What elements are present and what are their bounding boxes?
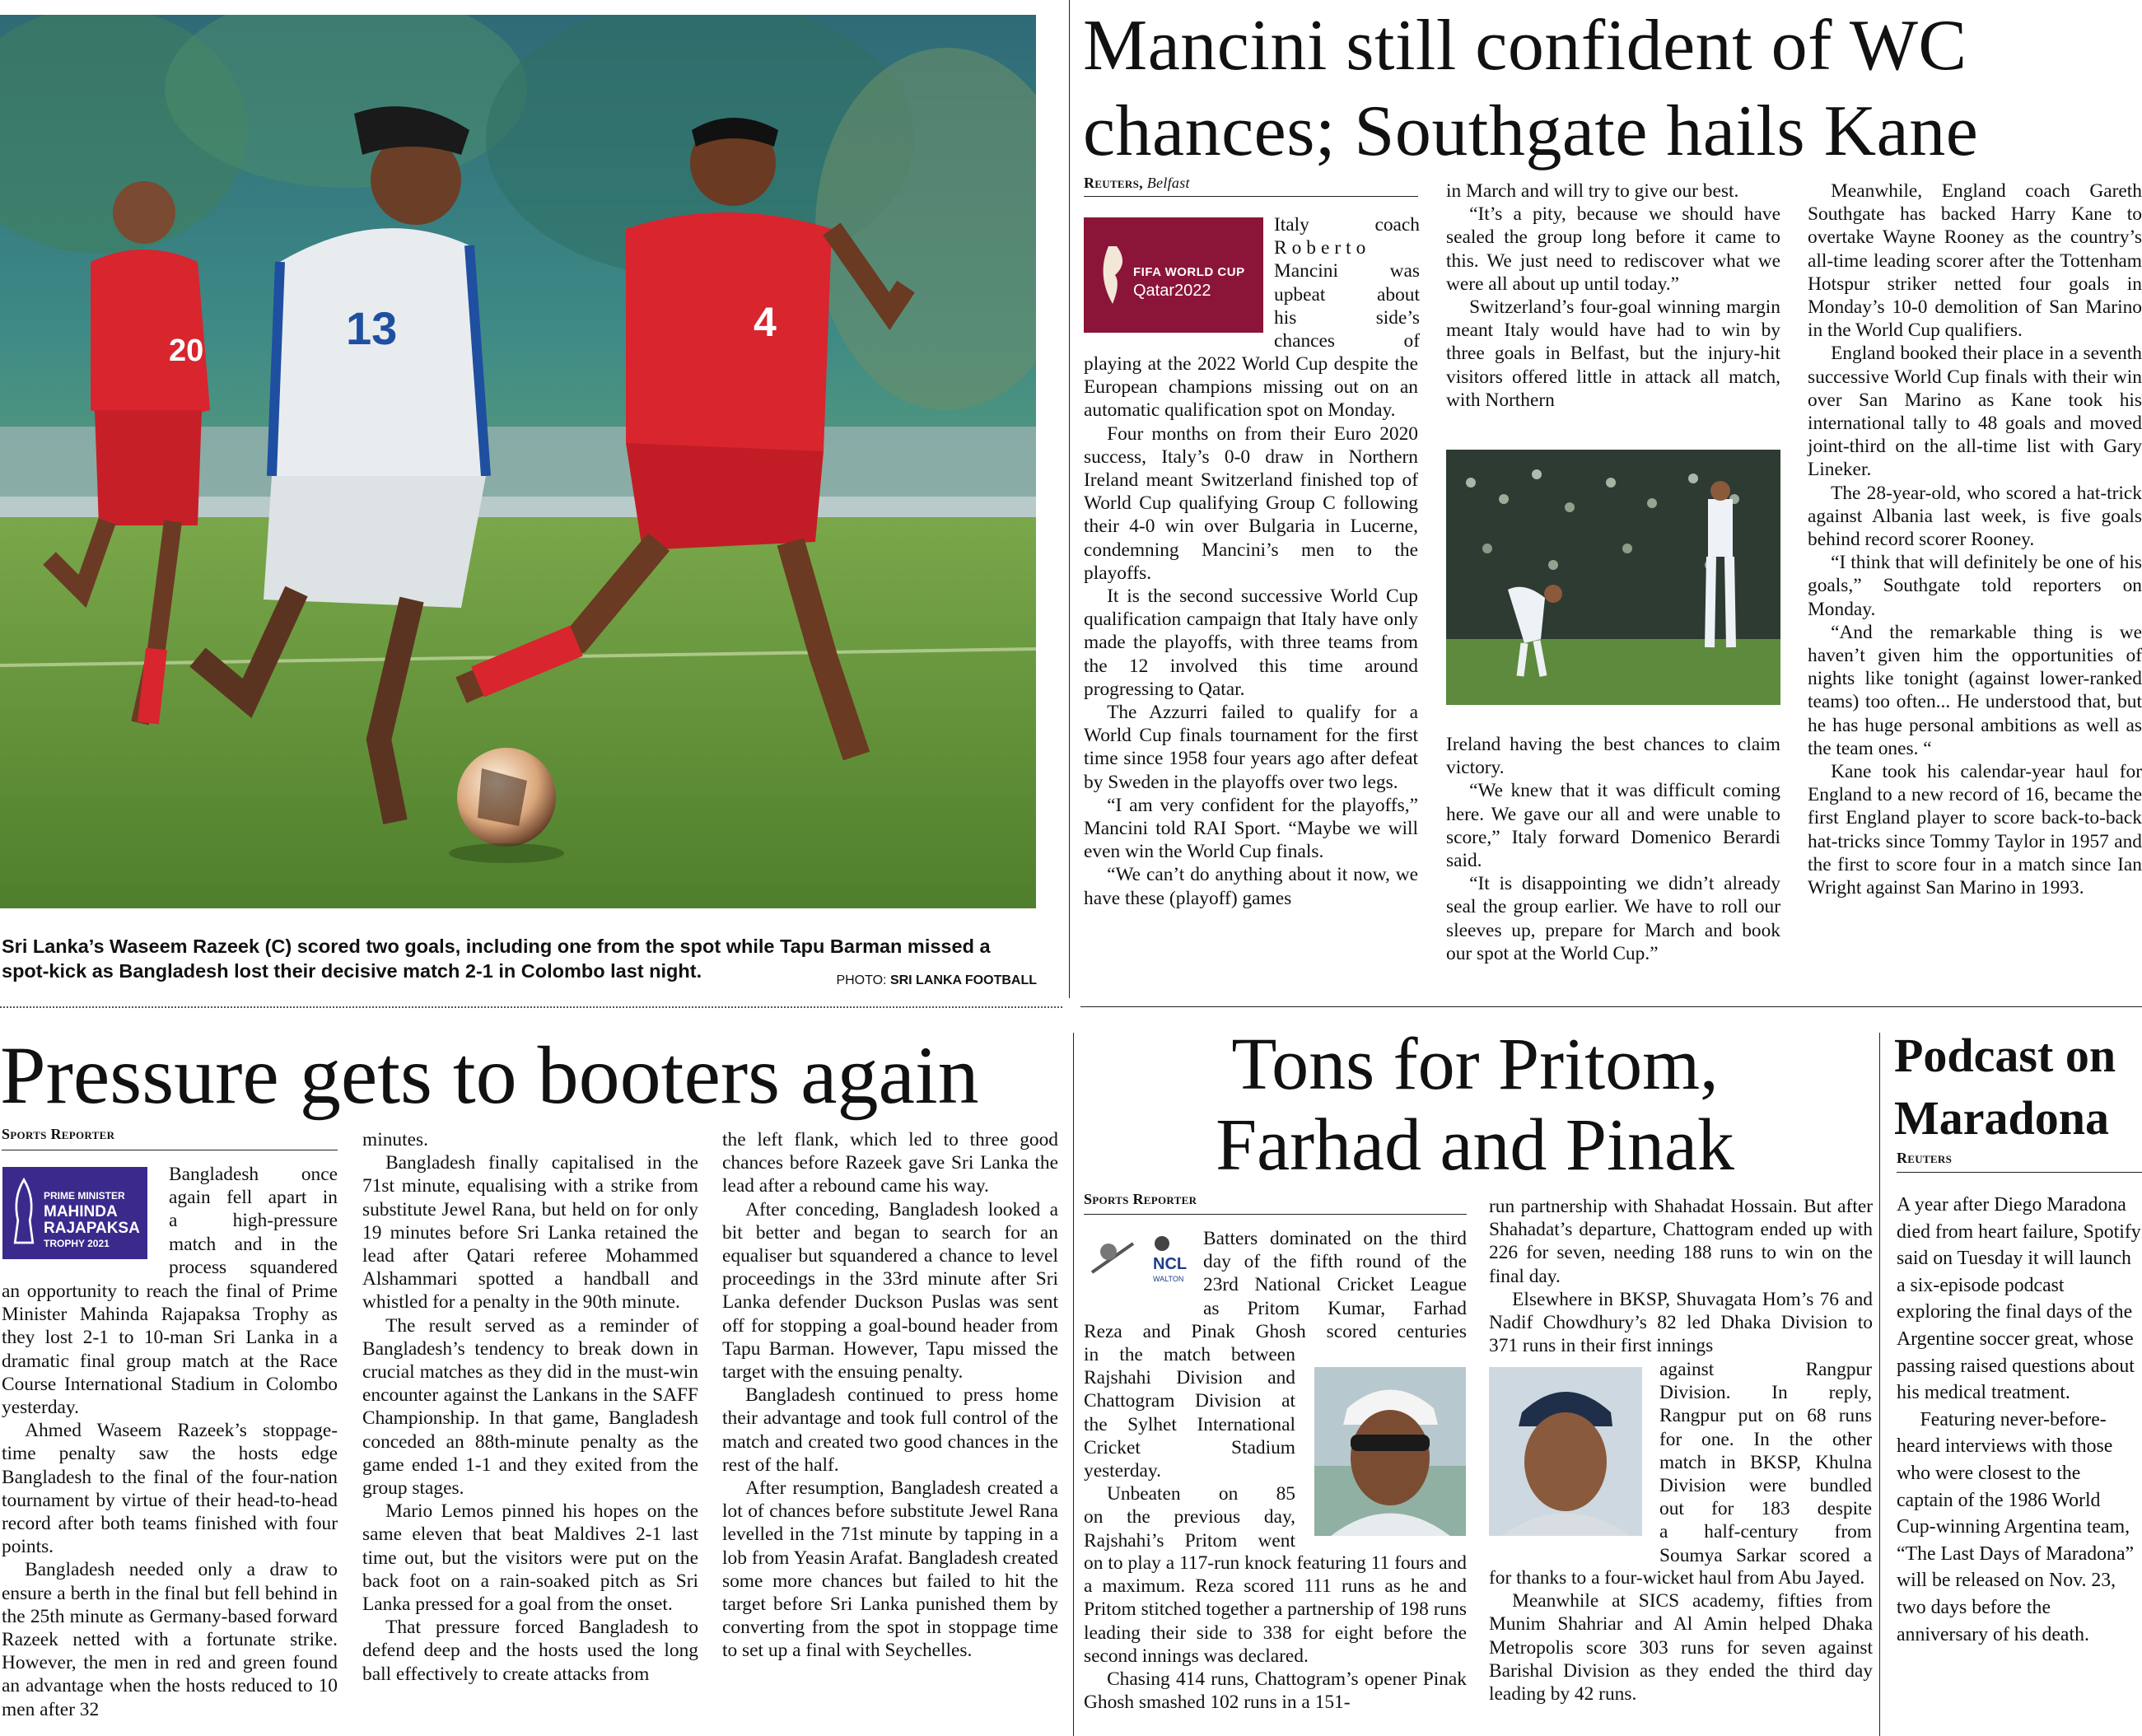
podcast-body [1897, 1192, 2142, 1648]
wrap-line: his side’s [1274, 306, 1420, 329]
mancini-col1-wrap [1274, 213, 1420, 352]
paragraph: The Azzurri failed to qualify for a World Cup finals tournament for the first time since 1958 four years ago after defeat by Sweden in the playoffs over two legs. [1084, 702, 1418, 793]
column-divider [1069, 0, 1070, 998]
photo-credit-label: PHOTO: [836, 973, 887, 987]
mancini-headline [1083, 3, 2142, 175]
tons-headline-line2: Farhad and Pinak [1216, 1104, 1734, 1186]
paragraph: After conceding, Bangladesh looked a bit better and began to search for an equaliser but squandered a chance to level proceedings in the 33rd minute after Sri Lanka defender Duckson Puslas was sent off for stopping a goal-bound header from Tapu Barman. However, Tapu missed the target with the ensuing penalty. [722, 1198, 1058, 1384]
paragraph: on to play a 117-run knock featuring 11 fours and a maximum. Reza scored 111 runs as he and Pritom stitched together a partnership of 198 runs leading their side to 338 for eight before the second innings was declared. [1084, 1552, 1467, 1667]
photo-credit [803, 973, 1037, 988]
paragraph: The 28-year-old, who scored a hat-trick against Albania last week, is five goals behind record scorer Rooney. [1808, 482, 2142, 551]
paragraph: Meanwhile, England coach Gareth Southgate has backed Harry Kane to overtake Wayne Rooney as the country’s all-time leading scorer after the Tottenham Hotspur striker netted four goals in Monday’s 10-0 demolition of San Marino in the World Cup qualifiers. [1808, 180, 2142, 342]
byline-rule [1084, 1214, 1467, 1215]
tons-headline [1084, 1024, 1866, 1186]
booters-col3 [722, 1128, 1058, 1663]
mancini-col2-top [1446, 180, 1780, 412]
paragraph: It is the second successive World Cup qualification campaign that Italy have only made the playoffs, with three teams from the 12 involved this time around progressing to Qatar. [1084, 586, 1418, 700]
wrap-line: chances of [1274, 330, 1420, 352]
wrap-line: Rangpur put on 68 runs [1659, 1405, 1872, 1427]
fifa-trophy-icon [1104, 246, 1122, 304]
paragraph: That pressure forced Bangladesh to defend deep and the hosts used the long ball effectively to create attacks from [362, 1617, 698, 1685]
byline-rule [1897, 1172, 2142, 1173]
wrap-line: day of the fifth round of the [1203, 1251, 1467, 1273]
paragraph: in March and will try to give our best. [1446, 180, 1739, 202]
paragraph: “It is disappointing we didn’t already seal the group earlier. We have to roll our sleeves up, prepare for March and book our spot at the World Cup.” [1446, 873, 1780, 964]
paragraph: Kane took his calendar-year haul for England to a new record of 16, became the first England player to score back-to-back hat-tricks since Tommy Taylor in 1957 and the first to score four in a match since Ian Wright against San Marino in 1993. [1808, 761, 2142, 899]
tons-col2-top [1489, 1195, 1873, 1357]
paragraph: playing at the 2022 World Cup despite the European champions missing out on an automatic qualification spot on Monday. [1084, 353, 1418, 422]
wrap-line: Mancini was [1274, 260, 1420, 282]
paragraph: Bangladesh continued to press home their advantage and took full control of the match and created two good chances in the rest of the half. [722, 1384, 1058, 1476]
wrap-line: a high-pressure [169, 1210, 338, 1232]
paragraph: “It’s a pity, because we should have sealed the group long before it came to this. We just need to rediscover what we were all about up until today.” [1446, 203, 1780, 295]
paragraph: “We can’t do anything about it now, we have these (playoff) games [1084, 864, 1418, 909]
wrap-line: for one. In the other [1659, 1428, 1872, 1450]
wrap-line: against Rangpur [1659, 1359, 1872, 1380]
mancini-agency: Reuters, [1084, 175, 1143, 191]
pritom-kumar-photo [1314, 1367, 1466, 1536]
tons-col1-rest [1084, 1552, 1467, 1714]
paragraph: The result served as a reminder of Bangladesh’s tendency to break down in crucial matches as they did in the must-win encounter against the Lankans in the SAFF Championship. In that game, Bangladesh conceded an 88th-minute penalty as the game ended 1-1 and they exited from the group stages. [362, 1314, 698, 1500]
mancini-col3 [1808, 180, 2142, 899]
photo-credit-name: SRI LANKA FOOTBALL [889, 973, 1037, 987]
paragraph: After resumption, Bangladesh created a lot of chances before substitute Jewel Rana levelled in the 71st minute by tapping in a lob from Yeasin Arafat. Bangladesh created some more chances but failed to hit the target before Sri Lanka punished them by converting from the spot in stoppage time to set up a final with Seychelles. [722, 1477, 1058, 1662]
svg-text:13: 13 [346, 302, 398, 354]
wrap-line: out for 183 despite [1659, 1498, 1872, 1520]
mancini-headline-line1: Mancini still confident of WC [1083, 6, 1967, 86]
wrap-line: Cricket Stadium [1084, 1436, 1295, 1458]
paragraph: “I think that will definitely be one of his goals,” Southgate told reporters on Monday. [1808, 552, 2142, 620]
paragraph: A year after Diego Maradona died from heart failure, Spotify said on Tuesday it will launch a six-episode podcast exploring the final days of the Argentine soccer great, whose passing raised questions about his medical treatment. [1897, 1194, 2141, 1404]
wrap-line: upbeat about [1274, 283, 1420, 306]
wrap-line: process squandered [169, 1256, 338, 1278]
wrap-line: Division were bundled [1659, 1475, 1872, 1497]
text-line: Reza and Pinak Ghosh scored centuries [1084, 1321, 1467, 1342]
tons-col1-narrow [1084, 1343, 1295, 1552]
fifa-logo-line1: FIFA WORLD CUP [1133, 265, 1245, 279]
tons-col1-full [1084, 1320, 1467, 1343]
wrap-line: 23rd National Cricket League [1203, 1274, 1467, 1296]
tons-headline-line1: Tons for Pritom, [1231, 1024, 1719, 1105]
mancini-headline-line2: chances; Southgate hails Kane [1083, 91, 1979, 171]
section-divider [1080, 1006, 2142, 1007]
tons-col2-rest [1489, 1566, 1873, 1706]
football-match-photo [0, 15, 1036, 908]
paragraph: “We knew that it was difficult coming here. We gave our all and were unable to score,” Italy forward Domenico Berardi said. [1446, 780, 1780, 872]
wrap-line: as Pritom Kumar, Farhad [1203, 1297, 1467, 1319]
wrap-line: on the previous day, [1084, 1506, 1295, 1528]
paragraph: Ahmed Waseem Razeek’s stoppage-time penalty saw the hosts edge Bangladesh to the final of the four-nation tournament by virtue of their head-to-head record after both teams finished with four points. [2, 1420, 338, 1558]
trophy-logo-line2: MAHINDA [44, 1203, 118, 1220]
wrap-line: Roberto [1274, 237, 1371, 259]
photo-caption-text: Sri Lanka’s Waseem Razeek (C) scored two goals, including one from the spot while Tapu Barman missed a spot-kick as Bangladesh lost their decisive match 2-1 in Colombo last night. [2, 936, 991, 982]
paragraph: run partnership with Shahadat Hossain. But after Shahadat’s departure, Chattogram ended up with 226 for seven, needing 188 runs to win on the final day. [1489, 1196, 1873, 1287]
wrap-line: Division. In reply, [1659, 1382, 1872, 1404]
wrap-line: a half-century from [1659, 1521, 1872, 1543]
wrap-line: Bangladesh once [169, 1164, 338, 1185]
byline-rule [1084, 196, 1418, 197]
paragraph: for thanks to a four-wicket haul from Abu Jayed. [1489, 1567, 1865, 1589]
tons-byline: Sports Reporter [1084, 1191, 1197, 1207]
paragraph: Ireland having the best chances to claim victory. [1446, 734, 1780, 779]
booters-col2 [362, 1128, 698, 1686]
podcast-headline-line2: Maradona [1894, 1091, 2109, 1145]
paragraph: the left flank, which led to three good chances before Razeek gave Sri Lanka the lead after a rebound came his way. [722, 1129, 1058, 1197]
tons-col2-narrow [1659, 1358, 1872, 1567]
paragraph: “I am very confident for the playoffs,” Mancini told RAI Sport. “Maybe we will even win the World Cup finals. [1084, 794, 1418, 863]
ncl-logo [1084, 1227, 1194, 1291]
wrap-line: again fell apart in [169, 1187, 338, 1209]
mancini-col1 [1084, 352, 1418, 910]
booters-col1 [2, 1280, 338, 1721]
wrap-line: Rajshahi’s Pritom went [1084, 1529, 1295, 1552]
svg-text:20: 20 [169, 334, 204, 368]
wrap-line: Rajshahi Division and [1084, 1367, 1295, 1389]
wrap-line: Unbeaten on 85 [1107, 1483, 1295, 1505]
paragraph: England booked their place in a seventh successive World Cup finals with their win over San Marino as Kane took his international tally to 48 goals and moved joint-third on the all-time list with Gary Lineker. [1808, 343, 2142, 481]
trophy-icon [15, 1180, 33, 1244]
booters-col1-wrap [169, 1163, 338, 1279]
column-divider [1073, 1033, 1074, 1736]
paragraph: Meanwhile at SICS academy, fifties from Munim Shahriar and Al Amin helped Dhaka Metropolis score 303 runs for seven against Barishal Division as they ended the third day leading by 42 runs. [1489, 1590, 1873, 1706]
section-divider [0, 1006, 1062, 1008]
wrap-line: the Sylhet International [1084, 1413, 1295, 1435]
northern-ireland-italy-photo [1446, 450, 1780, 705]
paragraph: Featuring never-before-heard interviews with those who were closest to the captain of the 1986 World Cup-winning Argentina team, “The Last Days of Maradona” will be released on Nov. 23, two days before the anniversary of his death. [1897, 1408, 2135, 1645]
tons-col1-wrap [1203, 1227, 1467, 1320]
booters-headline: Pressure gets to booters again [0, 1029, 979, 1121]
fifa-world-cup-logo [1084, 217, 1263, 333]
podcast-headline [1894, 1024, 2142, 1150]
mancini-col2-bottom [1446, 733, 1780, 965]
paragraph: minutes. [362, 1129, 428, 1150]
paragraph: Switzerland’s four-goal winning margin meant Italy would have had to win by three goals in Belfast, but the injury-hit visitors offered little in attack all match, with Northern [1446, 296, 1780, 411]
paragraph: Four months on from their Euro 2020 success, Italy’s 0-0 draw in Northern Ireland meant Switzerland finished top of World Cup qualifying Group C following their 4-0 win over Bulgaria in Lucerne, condemning Mancini’s men to the playoffs. [1084, 422, 1418, 584]
ncl-logo-sub: WALTON [1153, 1275, 1184, 1283]
wrap-line: match and in the [169, 1233, 338, 1255]
pinak-ghosh-photo [1489, 1367, 1642, 1536]
paragraph: Bangladesh needed only a draw to ensure a berth in the final but fell behind in the 25th minute as Germany-based forward Razeek netted with a fortunate strike. However, the men in red and green found an advantage when the hosts reduced to 10 men after 32 [2, 1559, 338, 1720]
fifa-logo-line2: Qatar2022 [1133, 282, 1211, 300]
paragraph: Mario Lemos pinned his hopes on the same eleven that beat Maldives 2-1 last time out, but the visitors were put on the back foot on a rain-soaked pitch as Sri Lanka pressed for a goal from the onset. [362, 1500, 698, 1616]
ncl-logo-text: NCL [1153, 1255, 1188, 1273]
wrap-line: Batters dominated on the third [1203, 1228, 1467, 1249]
paragraph: Chasing 414 runs, Chattogram’s opener Pinak Ghosh smashed 102 runs in a 151- [1084, 1668, 1467, 1714]
trophy-logo-line3: RAJAPAKSA [44, 1220, 140, 1237]
svg-text:4: 4 [754, 299, 777, 345]
trophy-logo-line4: TROPHY 2021 [44, 1238, 110, 1249]
rajapaksa-trophy-logo [2, 1167, 147, 1259]
column-divider [1879, 1033, 1880, 1736]
wrap-line: Soumya Sarkar scored a [1659, 1544, 1872, 1566]
podcast-byline: Reuters [1897, 1150, 1953, 1166]
paragraph: Elsewhere in BKSP, Shuvagata Hom’s 76 and Nadif Chowdhury’s 82 led Dhaka Division to 371 runs in their first innings [1489, 1288, 1873, 1357]
booters-byline: Sports Reporter [2, 1126, 115, 1142]
mancini-byline [1084, 175, 1190, 192]
paragraph: an opportunity to reach the final of Prime Minister Mahinda Rajapaksa Trophy as they lost 2-1 to 10-man Sri Lanka in a dramatic final group match at the Race Course International Stadium in Colombo yesterday. [2, 1281, 338, 1419]
wrap-line: in the match between [1084, 1344, 1295, 1365]
wrap-line: match in BKSP, Khulna [1659, 1451, 1872, 1473]
podcast-headline-line1: Podcast on [1894, 1029, 2116, 1082]
trophy-logo-line1: PRIME MINISTER [44, 1190, 125, 1202]
paragraph: Bangladesh finally capitalised in the 71st minute, equalising with a strike from substitute Jewel Rana, but held on for only 19 minutes before Sri Lanka retained the lead after Qatari referee Mohammed Alshammari spotted a handball and whistled for a penalty in the 90th minute. [362, 1152, 698, 1314]
paragraph: “And the remarkable thing is we haven’t given him the opportunities of nights like tonight (against lower-ranked teams) too often... He understood that, but he has huge personal ambitions as well as the team ones. “ [1808, 621, 2142, 759]
mancini-dateline: Belfast [1146, 175, 1190, 191]
wrap-line: Chattogram Division at [1084, 1390, 1295, 1412]
wrap-line: Italy coach [1274, 214, 1420, 236]
wrap-line: yesterday. [1084, 1460, 1161, 1482]
